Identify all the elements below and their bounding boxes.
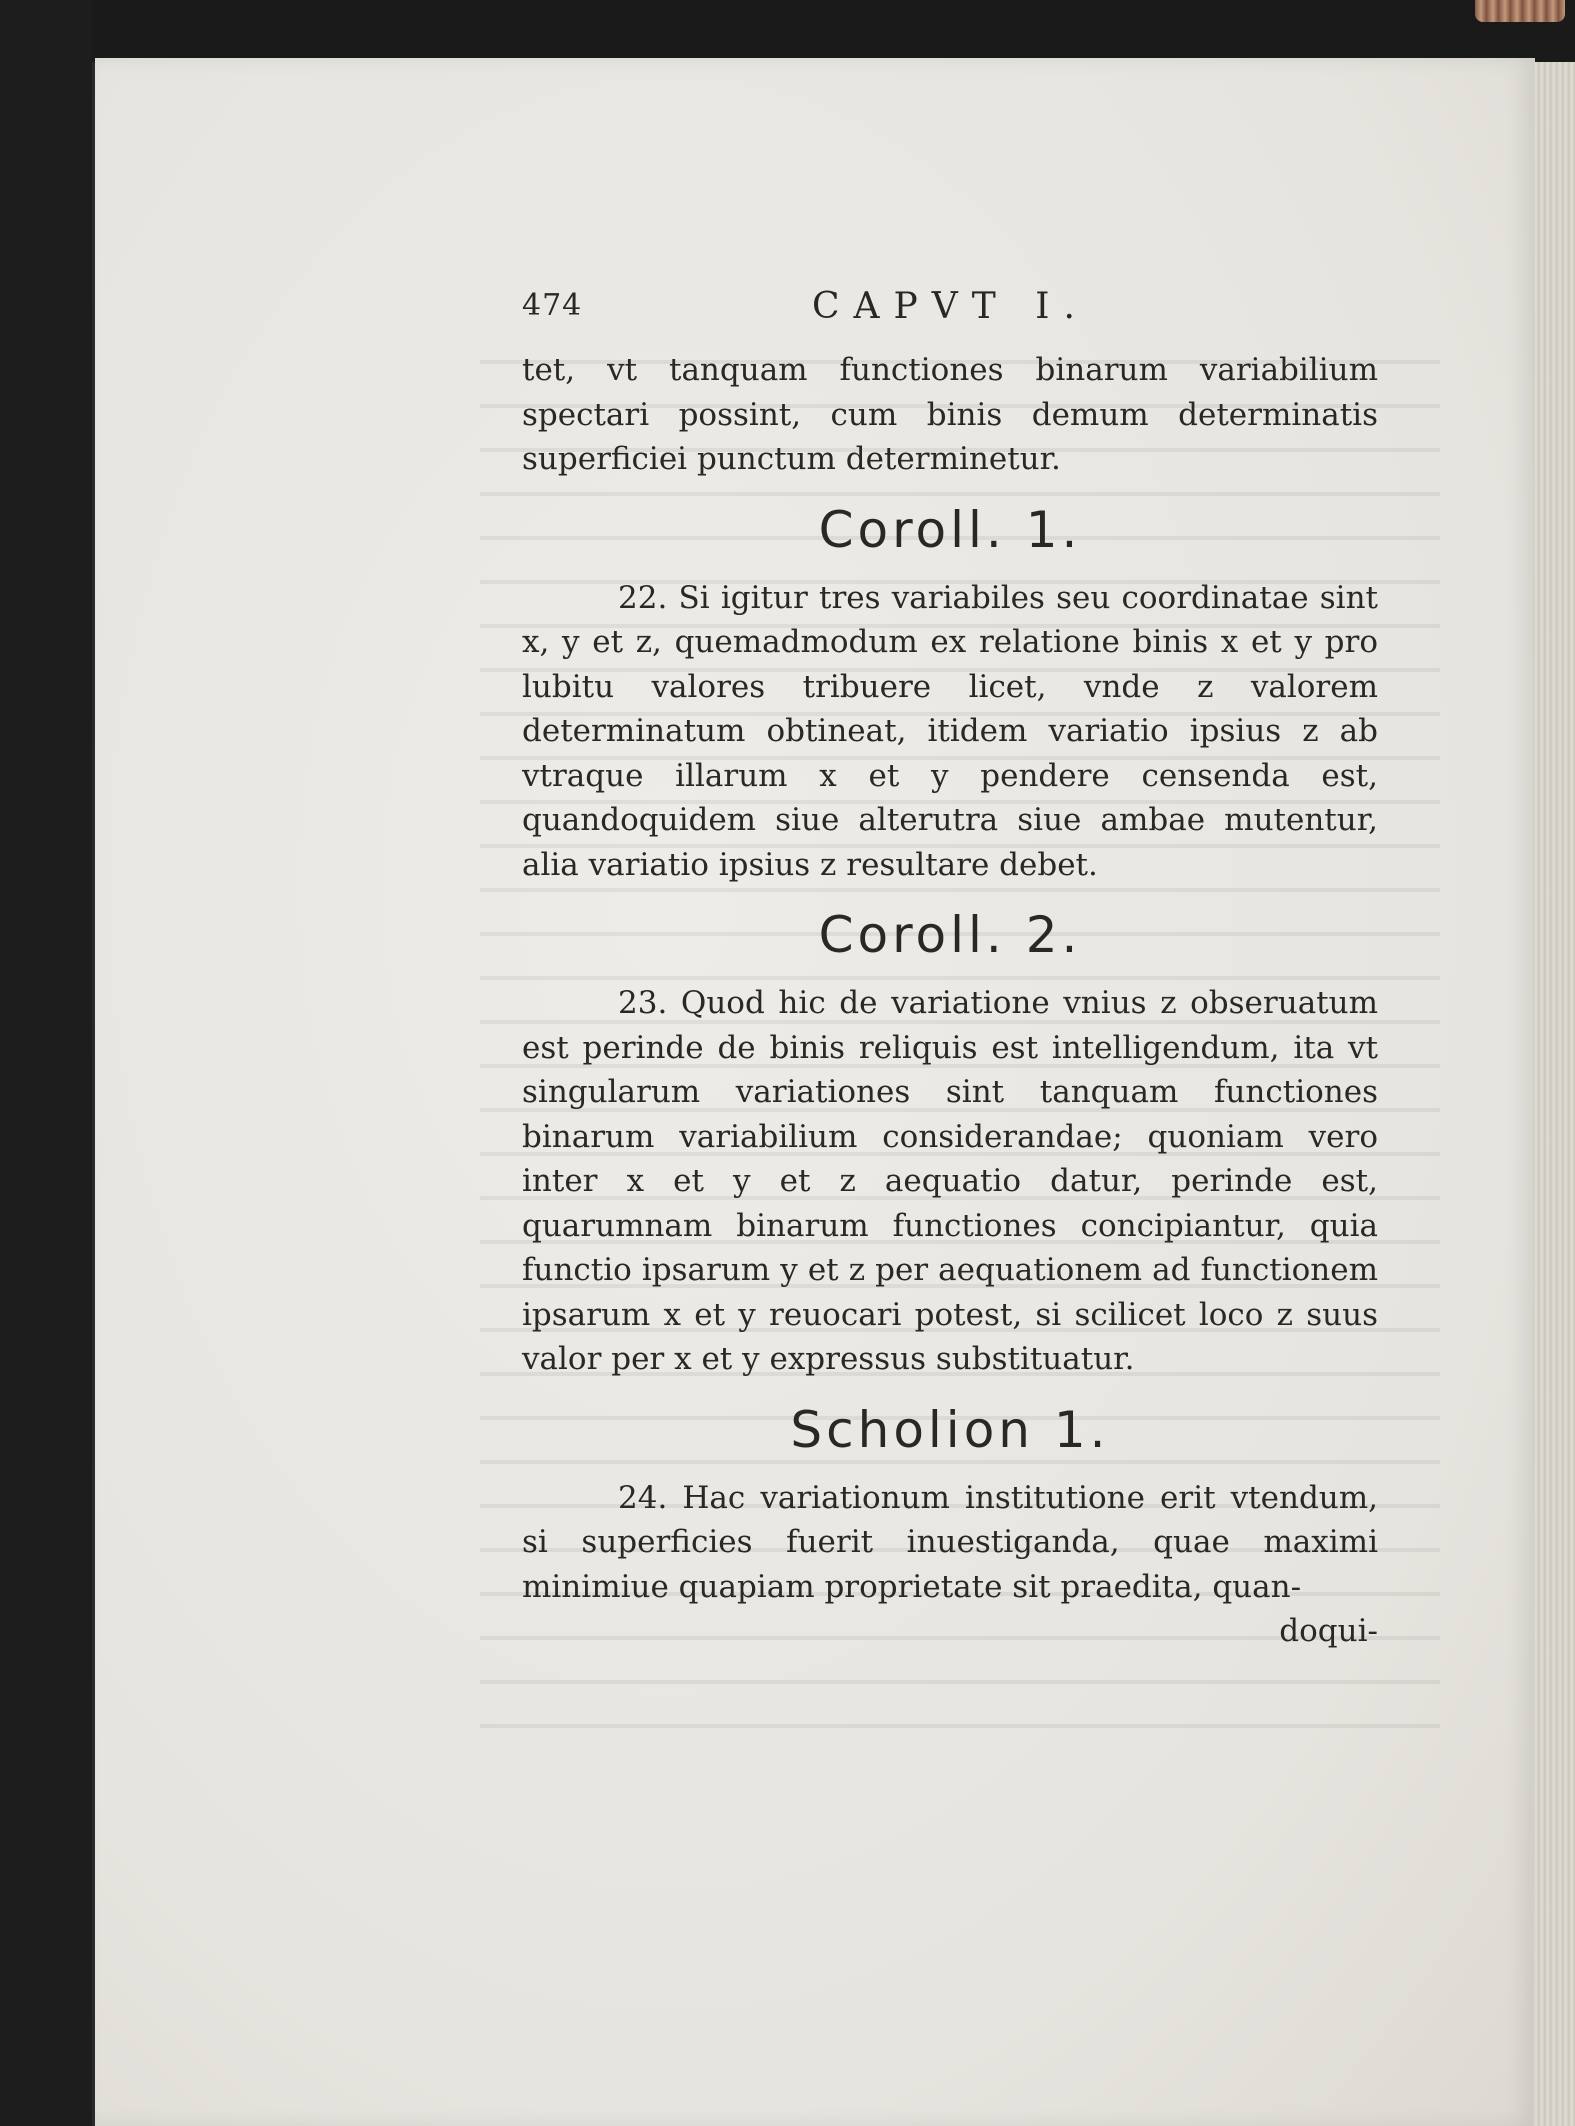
- running-title: CAPVT I.: [812, 286, 1089, 327]
- heading-coroll-1: Coroll. 1.: [818, 500, 1082, 559]
- running-head: [522, 288, 1378, 348]
- paragraph-22: 22. Si igitur tres variabiles seu coordinatae sint x, y et z, quemadmodum ex relatione binis x et y pro lubitu valores tribuere licet, vnde z valorem determinatum obtineat, itidem variatio ipsius z ab vtraque illarum x et y pendere censenda est, quandoquidem siue alterutra siue ambae mutentur, alia variatio ipsius z resultare debet.: [522, 579, 1378, 883]
- bookmark-ribbon: [1475, 0, 1565, 22]
- page-number: 474: [522, 288, 583, 323]
- page-text-block: [522, 288, 1378, 1654]
- scan-left-border: [0, 0, 92, 2126]
- paragraph-23: 23. Quod hic de variatione vnius z obseruatum est perinde de binis reliquis est intelligendum, ita vt singularum variationes sint tanquam functiones binarum variabilium considerandae; quoniam vero inter x et y et z aequatio datur, perinde est, quarumnam binarum functiones concipiantur, quia functio ipsarum y et z per aequationem ad functionem ipsarum x et y reuocari potest, si scilicet loco z suus valor per x et y expressus substituatur.: [522, 985, 1378, 1377]
- scan-top-border: [0, 0, 1575, 62]
- intro-paragraph: tet, vt tanquam functiones binarum variabilium spectari possint, cum binis demum determinatis superficiei punctum determinetur.: [522, 352, 1378, 477]
- page-edges: [1533, 62, 1575, 2126]
- catchword: doqui-: [1279, 1613, 1378, 1649]
- heading-scholion-1: Scholion 1.: [790, 1400, 1110, 1459]
- heading-coroll-2: Coroll. 2.: [818, 906, 1082, 964]
- paragraph-24: 24. Hac variationum institutione erit vtendum, si superficies fuerit inuestiganda, quae maximi minimiue quapiam proprietate sit praedita, quan-: [522, 1479, 1378, 1605]
